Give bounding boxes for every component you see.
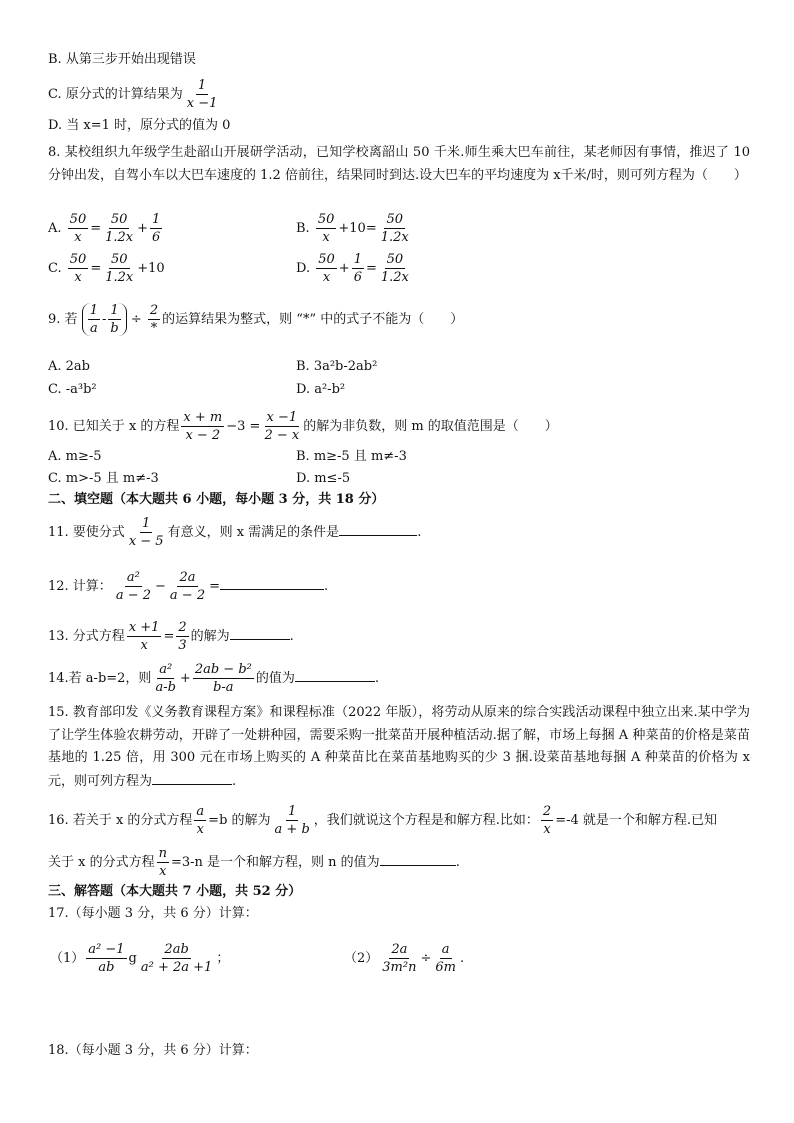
answer-blank[interactable]	[230, 625, 290, 640]
parenthesis-group: $\frac{1}{a}$ - $\frac{1}{b}$	[82, 303, 127, 336]
q15: 15. 教育部印发《义务教育课程方案》和课程标准（2022 年版），将劳动从原来的综合实践活动课程中独立出来.某中学为了让学生体验农耕劳动，开辟了一处耕种园，需要采购一批菜苗开展种植活动.据了解，市场上每捆 A 种菜苗的价格是菜苗基地的 1.25 倍，用 300 元在市场上购买的 A 种菜苗比在菜苗基地购买的少 3 捆.设菜苗基地每捆 A 种菜苗的价格为 x 元，则可列方程为 .	[48, 705, 750, 789]
q8-stem: 8. 某校组织九年级学生赴韶山开展研学活动，已知学校离韶山 50 千米.师生乘大巴车前往，某老师因有事情，推迟了 10 分钟出发，自驾小车以大巴车速度的 1.2 倍前往，结果同时到达.设大巴车的平均速度为 x千米/时，则可列方程为（ ）	[48, 145, 750, 183]
q10-option-a: A. m≥-5	[48, 449, 102, 464]
q9-option-c: C. -a³b²	[48, 382, 97, 397]
answer-blank[interactable]	[339, 521, 417, 536]
q9-option-b: B. 3a²b-2ab²	[296, 359, 378, 374]
q17-part1: （1） $\frac{\text{a² −1}}{ab}$ g $\frac{2ab}{\text{a² + 2a +1}}$ ；	[50, 942, 230, 975]
answer-blank[interactable]	[380, 851, 456, 866]
q9-stem: 9. 若 $\frac{1}{a}$ - $\frac{1}{b}$ ÷ $\frac{2}{*}$ 的运算结果为整式，则 “*” 中的式子不能为（ ）	[48, 303, 464, 336]
q14: 14.若 a-b=2，则 $\frac{\text{a²}}{a-b}$ + $\frac{\text{2ab − b²}}{b-a}$ 的值为 .	[48, 662, 380, 695]
q16-line2: 关于 x 的分式方程 $\frac{n}{x}$ =3-n 是一个和解方程，则 n 的值为 .	[48, 846, 460, 879]
q10-option-b: B. m≥-5 且 m≠-3	[296, 449, 407, 464]
q8-option-d: D. $\frac{50}{x}$ + $\frac{1}{6}$ = $\frac{50}{1.2x}$	[296, 252, 409, 285]
q8-option-a: A. $\frac{50}{x}$ = $\frac{50}{1.2x}$ + $\frac{1}{6}$	[48, 212, 161, 245]
q9-option-a: A. 2ab	[48, 359, 90, 374]
q10-option-d: D. m≤-5	[296, 471, 351, 486]
q17-stem: 17.（每小题 3 分，共 6 分）计算：	[48, 906, 258, 921]
section-heading-fill-blank: 二、填空题（本大题共 6 小题，每小题 3 分，共 18 分）	[48, 492, 385, 507]
answer-blank[interactable]	[152, 770, 232, 785]
q7-option-c	[48, 78, 750, 111]
q7-option-c-text: C. 原分式的计算结果为	[48, 87, 183, 102]
q13: 13. 分式方程 $\frac{x +1}{x}$ = $\frac{2}{3}$ 的解为 .	[48, 620, 294, 653]
q18-stem: 18.（每小题 3 分，共 6 分）计算：	[48, 1043, 258, 1058]
answer-blank[interactable]	[220, 575, 324, 590]
q11: 11. 要使分式 $\frac{1}{x - 5}$ 有意义，则 x 需满足的条件是 .	[48, 516, 422, 549]
answer-blank[interactable]	[295, 667, 375, 682]
q16-line1: 16. 若关于 x 的分式方程 $\frac{a}{x}$ =b 的解为 $\frac{1}{a + b}$ ，我们就说这个方程是和解方程.比如： $\frac{2}{x}$ =-4 就是一个和解方程.已知	[48, 804, 718, 837]
q8-option-c: C. $\frac{50}{x}$ = $\frac{50}{1.2x}$ +10	[48, 252, 165, 285]
section-heading-solutions: 三、解答题（本大题共 7 小题，共 52 分）	[48, 884, 302, 899]
q12: 12. 计算： $\frac{\text{a²}}{a - 2}$ − $\frac{2a}{a - 2}$ = .	[48, 570, 329, 603]
q8-option-b: B. $\frac{50}{x}$ +10= $\frac{50}{1.2x}$	[296, 212, 409, 245]
q7-option-b: B. 从第三步开始出现错误	[48, 52, 196, 67]
q7-option-d: D. 当 x=1 时，原分式的值为 0	[48, 118, 231, 133]
q10-option-c: C. m>-5 且 m≠-3	[48, 471, 159, 486]
q9-option-d: D. a²-b²	[296, 382, 346, 397]
fraction: $\frac{1}{x -1}$	[186, 78, 218, 111]
q17-part2: （2） $\frac{2a}{\text{3m²n}}$ ÷ $\frac{a}{6m}$ .	[344, 942, 465, 975]
q10-stem: 10. 已知关于 x 的方程 $\frac{x + m}{x - 2}$ −3 = $\frac{x -1}{2 - x}$ 的解为非负数，则 m 的取值范围是（ ）	[48, 410, 558, 443]
